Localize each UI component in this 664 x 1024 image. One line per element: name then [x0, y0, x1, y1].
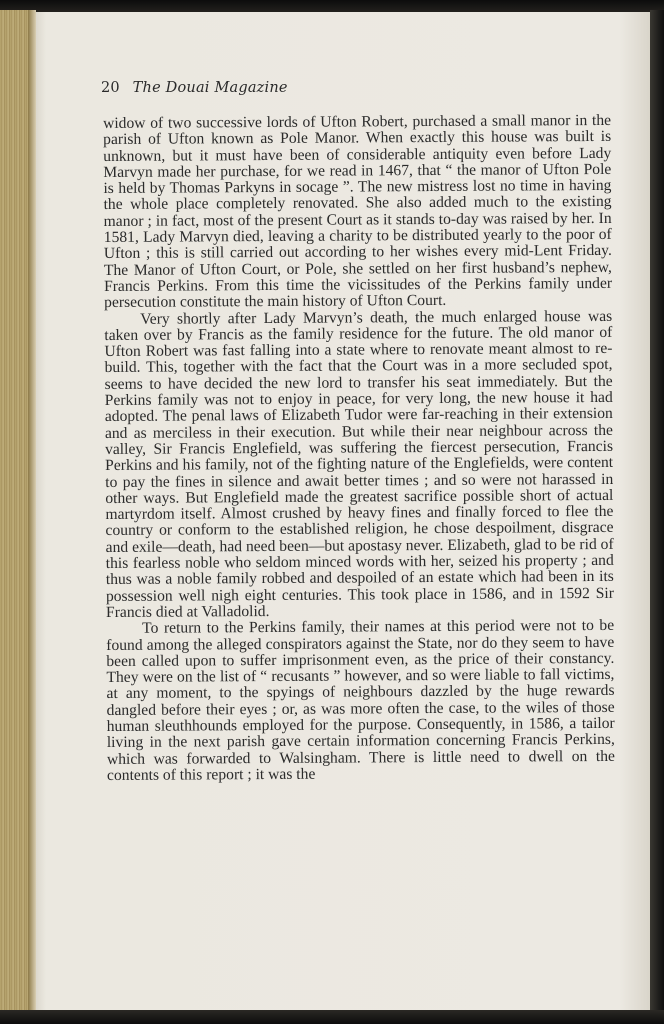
scan-right-border [650, 10, 664, 1014]
paragraph-1: widow of two successive lords of Ufton Robert, purchased a small manor in the parish of Ufton known as Pole Manor. When exactly this house was built is unknown, but it must have been of considerable antiquity even before Lady Marvyn made her purchase, for we read in 1467, that “ the manor of Ufton Pole is held by Thomas Parkyns in socage ”. The new mistress lost no time in having the whole place completely renovated. She also added much to the existing manor ; in fact, most of the present Court as it stands to-day was raised by her. In 1581, Lady Marvyn died, leaving a charity to be distributed yearly to the poor of Ufton ; this is still carried out according to her wishes every mid-Lent Friday. The Manor of Ufton Court, or Pole, she settled on her first husband’s nephew, Francis Perkins. From this time the vicissitudes of the Perkins family under persecution constitute the main history of Ufton Court. [102, 111, 613, 312]
page-number: 20 [101, 80, 120, 96]
scan-bottom-border [0, 1010, 664, 1024]
journal-title: The Douai Magazine [132, 80, 288, 96]
paragraph-3: To return to the Perkins family, their names at this period were not to be found among the alleged conspirators against the State, nor do they seem to have been called upon to suffer imprisonment even, as the price of their constancy. They were on the list of “ recusants ” however, and so were liable to fall victims, at any moment, to the spyings of neighbours dazzled by the huge rewards dangled before their eyes ; or, as was more often the case, to the wiles of those human sleuthhounds employed for the purpose. Consequently, in 1586, a tailor living in the next parish gave certain information concerning Francis Perkins, which was forwarded to Walsingham. There is little need to dwell on the contents of this report ; it was the [106, 617, 615, 784]
running-head [101, 80, 288, 96]
book-page-edges [0, 10, 36, 1014]
paragraph-2: Very shortly after Lady Marvyn’s death, the much enlarged house was taken over by Francis as the family residence for the future. The old manor of Ufton Robert was fast falling into a state where to renovate meant almost to re-build. This, together with the fact that the Court was in a more secluded spot, seems to have decided the new lord to transfer his seat immediately. But the Perkins family was not to enjoy in peace, for very long, the new house it had adopted. The penal laws of Elizabeth Tudor were far-reaching in their extension and as merciless in their execution. But while their near neighbour across the valley, Sir Francis Englefield, was suffering the fiercest persecution, Francis Perkins and his family, not of the fighting nature of the Englefields, were content to pay the fines in silence and await better times ; and so were not harassed in other ways. But Englefield made the greatest sacrifice possible short of actual martyrdom itself. Almost crushed by heavy fines and finally forced to flee the country or conform to the established religion, he chose despoilment, disgrace and exile—death, had need been—but apostasy never. Elizabeth, glad to be rid of this fearless noble who seldom minced words with her, seized his property ; and thus was a noble family robbed and despoiled of an estate which had been in its possession well nigh eight centuries. This took place in 1586, and in 1592 Sir Francis died at Valladolid. [104, 307, 614, 621]
body-text [103, 113, 615, 784]
